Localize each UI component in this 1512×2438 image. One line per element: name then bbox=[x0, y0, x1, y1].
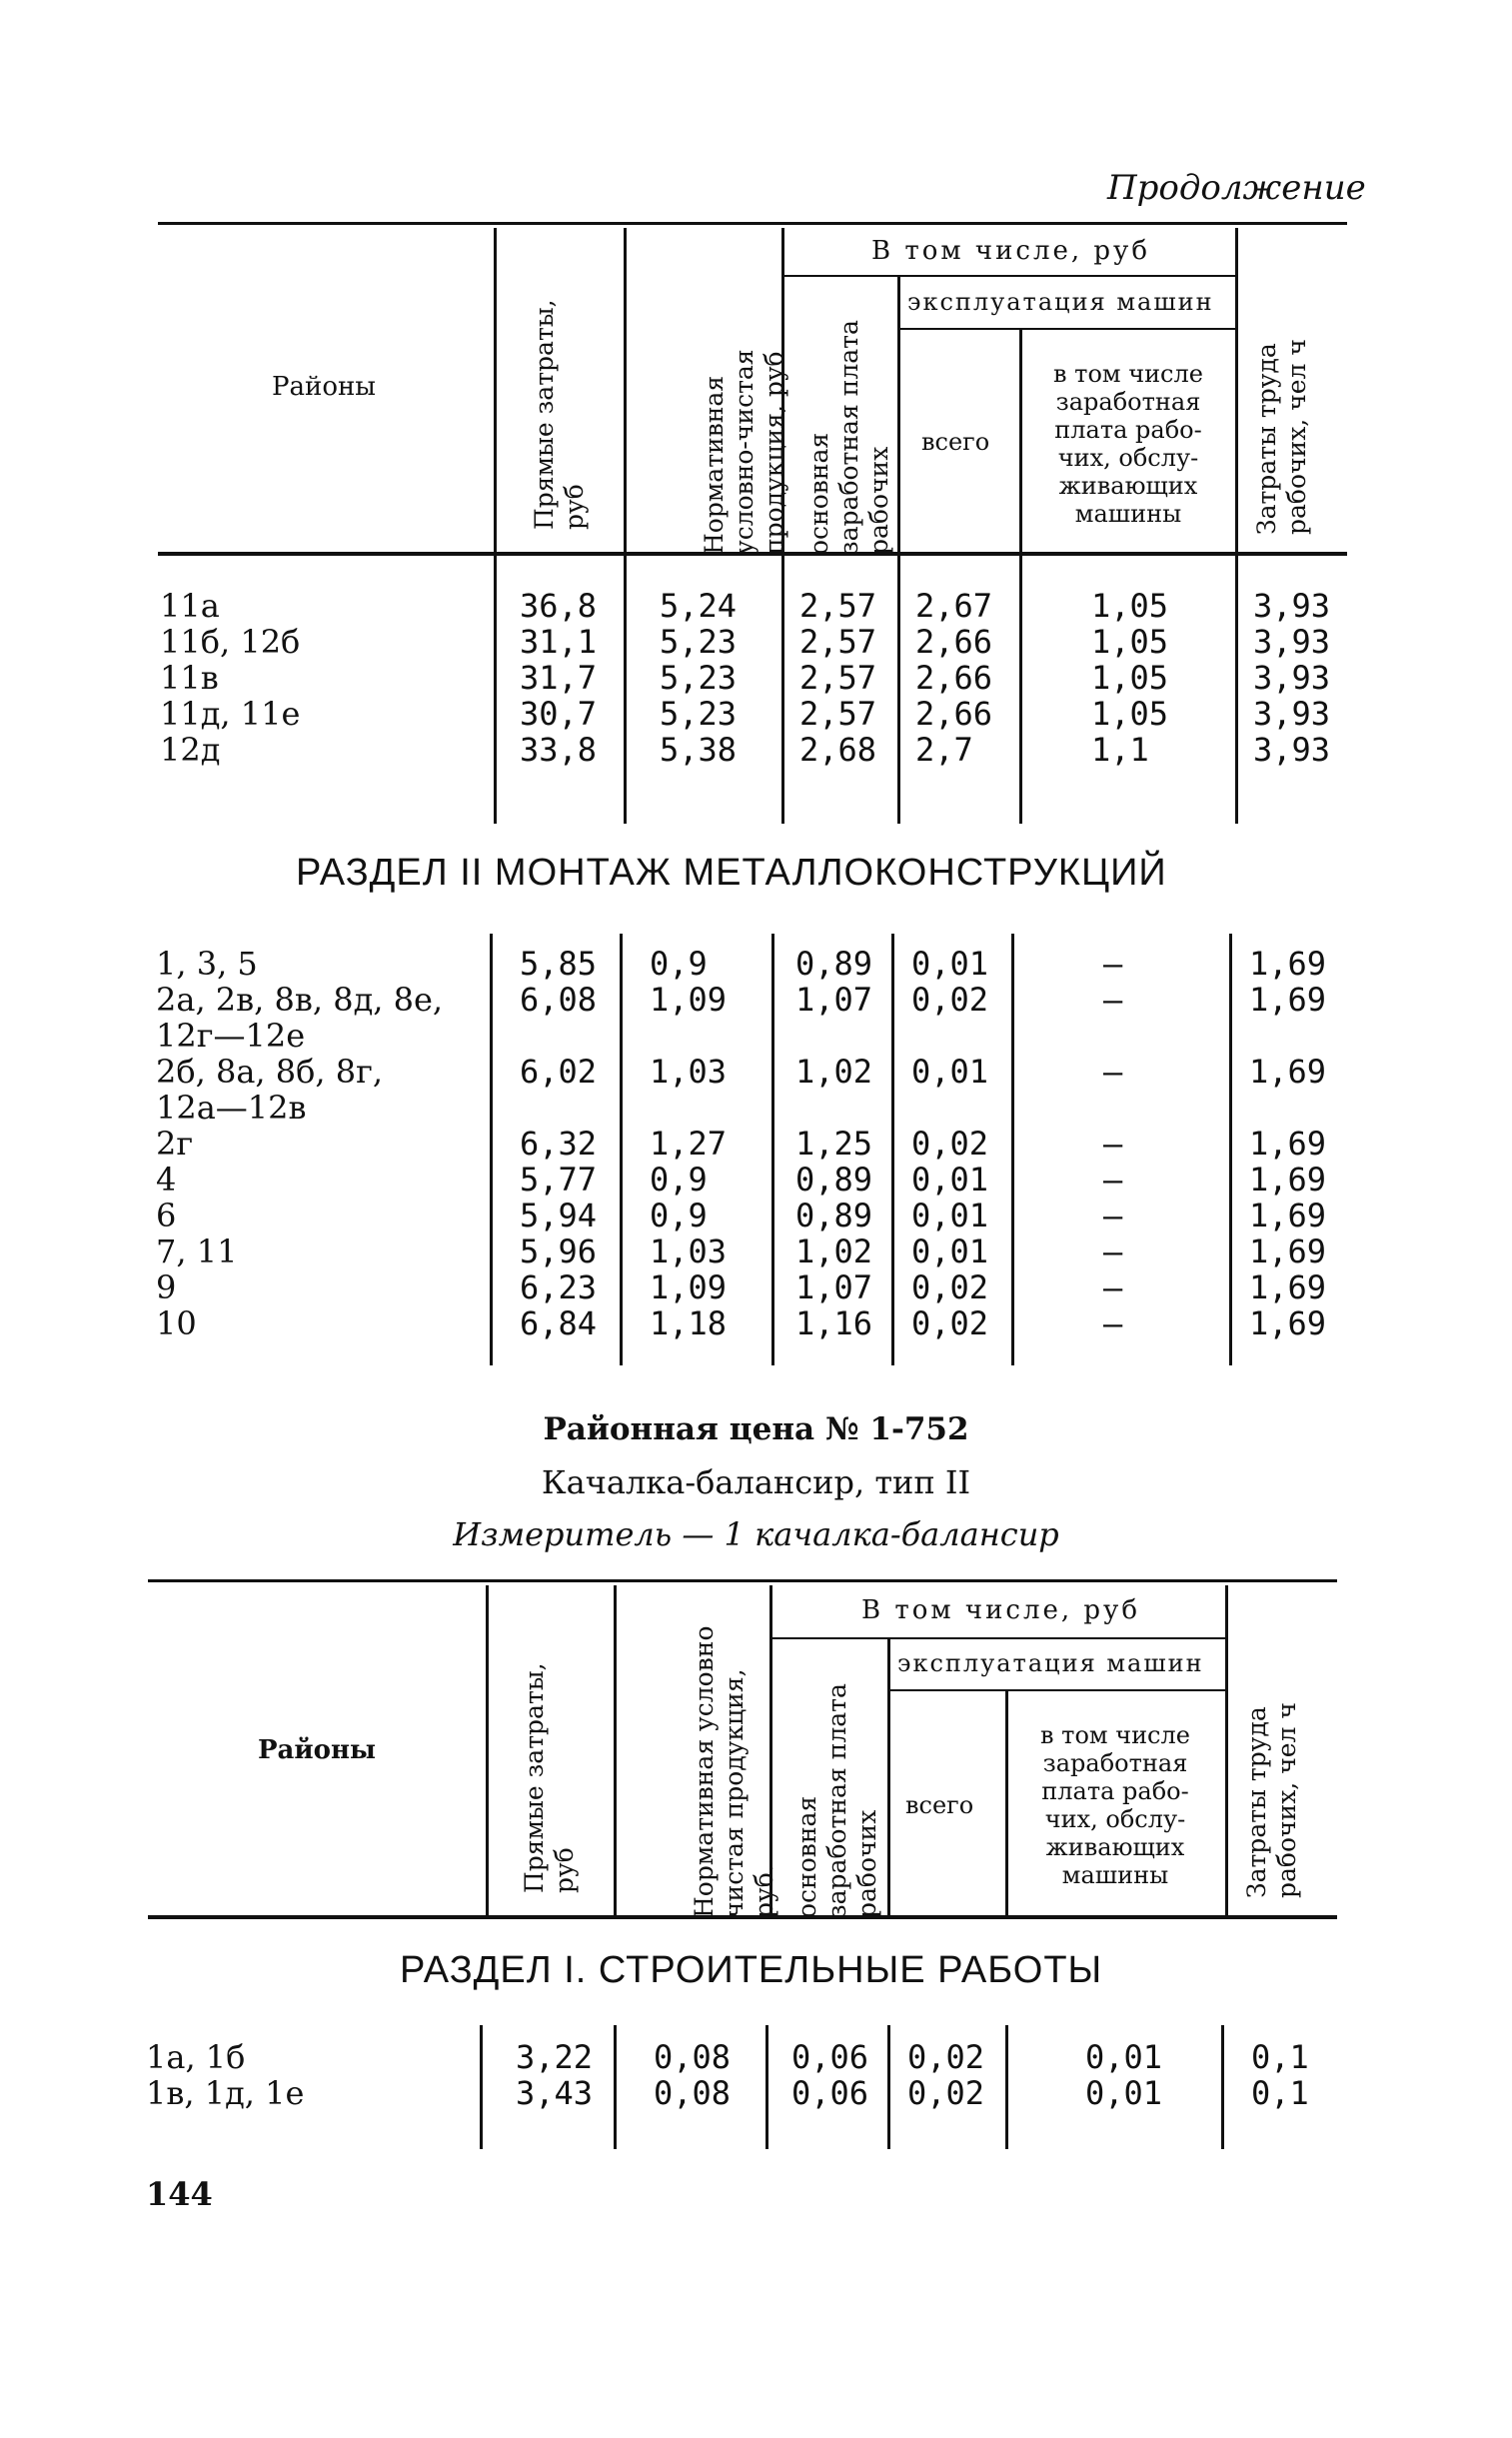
norm-cell: 0,9 bbox=[650, 1161, 708, 1199]
district-cell: 1а, 1б bbox=[146, 2038, 246, 2076]
wage-cell: 2,68 bbox=[799, 731, 877, 769]
direct-cell: 31,7 bbox=[520, 659, 598, 697]
wage-cell: 0,89 bbox=[795, 1197, 873, 1234]
total-cell: 0,02 bbox=[911, 981, 989, 1019]
header-machine-op: эксплуатация машин bbox=[907, 288, 1214, 316]
wage-cell: 0,89 bbox=[795, 945, 873, 983]
header-districts: Районы bbox=[258, 1735, 377, 1765]
wage-cell: 1,02 bbox=[795, 1053, 873, 1091]
norm-cell: 5,23 bbox=[660, 659, 738, 697]
header-base-wage: основная заработная плата рабочих bbox=[792, 1683, 881, 1918]
norm-cell: 1,18 bbox=[650, 1304, 728, 1342]
direct-cell: 33,8 bbox=[520, 731, 598, 769]
district-cell-cont: 12а—12в bbox=[156, 1089, 307, 1127]
labor-cell: 1,69 bbox=[1249, 1232, 1327, 1270]
incl-cell: 1,1 bbox=[1091, 731, 1149, 769]
incl-cell: 1,05 bbox=[1091, 695, 1169, 733]
labor-cell: 1,69 bbox=[1249, 981, 1327, 1019]
header-incl-rub: В том числе, руб bbox=[861, 1595, 1141, 1625]
incl-cell: — bbox=[1103, 945, 1123, 983]
labor-cell: 1,69 bbox=[1249, 1268, 1327, 1306]
district-cell: 1, 3, 5 bbox=[156, 945, 258, 983]
labor-cell: 1,69 bbox=[1249, 1053, 1327, 1091]
price-title: Районная цена № 1-752 bbox=[543, 1411, 969, 1447]
district-cell: 10 bbox=[156, 1304, 197, 1342]
norm-cell: 0,9 bbox=[650, 945, 708, 983]
header-direct-costs: Прямые затраты, руб bbox=[520, 1662, 579, 1893]
labor-cell: 1,69 bbox=[1249, 1161, 1327, 1199]
norm-cell: 1,27 bbox=[650, 1125, 728, 1163]
district-cell: 11д, 11е bbox=[160, 695, 301, 733]
district-cell: 1в, 1д, 1е bbox=[146, 2074, 305, 2112]
labor-cell: 1,69 bbox=[1249, 945, 1327, 983]
incl-cell: — bbox=[1103, 1053, 1123, 1091]
district-cell: 9 bbox=[156, 1268, 177, 1306]
norm-cell: 5,24 bbox=[660, 587, 738, 625]
wage-cell: 1,02 bbox=[795, 1232, 873, 1270]
district-cell: 2а, 2в, 8в, 8д, 8е, bbox=[156, 981, 444, 1019]
total-cell: 0,01 bbox=[911, 945, 989, 983]
total-cell: 0,01 bbox=[911, 1232, 989, 1270]
header-normative bbox=[660, 1618, 778, 1918]
incl-cell: — bbox=[1103, 1304, 1123, 1342]
total-cell: 0,01 bbox=[911, 1197, 989, 1234]
labor-cell: 1,69 bbox=[1249, 1125, 1327, 1163]
labor-cell: 3,93 bbox=[1253, 659, 1331, 697]
direct-cell: 6,23 bbox=[520, 1268, 598, 1306]
norm-cell: 0,08 bbox=[654, 2074, 732, 2112]
total-cell: 2,7 bbox=[915, 731, 973, 769]
header-labor: Затраты труда рабочих, чел ч bbox=[1252, 339, 1311, 535]
wage-cell: 1,16 bbox=[795, 1304, 873, 1342]
header-normative bbox=[670, 255, 788, 555]
direct-cell: 30,7 bbox=[520, 695, 598, 733]
district-cell: 2г bbox=[156, 1125, 194, 1163]
wage-cell: 1,07 bbox=[795, 981, 873, 1019]
wage-cell: 2,57 bbox=[799, 623, 877, 661]
direct-cell: 3,22 bbox=[516, 2038, 594, 2076]
header-direct-costs: Прямые затраты, руб bbox=[530, 299, 589, 530]
direct-cell: 5,94 bbox=[520, 1197, 598, 1234]
total-cell: 0,02 bbox=[911, 1304, 989, 1342]
section2-title: РАЗДЕЛ II МОНТАЖ МЕТАЛЛОКОНСТРУКЦИЙ bbox=[296, 852, 1167, 894]
incl-cell: — bbox=[1103, 1197, 1123, 1234]
district-cell: 7, 11 bbox=[156, 1232, 238, 1270]
wage-cell: 0,06 bbox=[791, 2038, 869, 2076]
direct-cell: 36,8 bbox=[520, 587, 598, 625]
header-normative-text: Нормативная условно-чистая продукция, руб bbox=[700, 349, 788, 555]
norm-cell: 0,08 bbox=[654, 2038, 732, 2076]
incl-cell: 1,05 bbox=[1091, 659, 1169, 697]
labor-cell: 3,93 bbox=[1253, 587, 1331, 625]
continuation-label: Продолжение bbox=[1107, 168, 1366, 208]
header-machine-op: эксплуатация машин bbox=[897, 1649, 1204, 1677]
district-cell-cont: 12г—12е bbox=[156, 1017, 306, 1055]
total-cell: 2,66 bbox=[915, 623, 993, 661]
norm-cell: 1,03 bbox=[650, 1232, 728, 1270]
incl-cell: 0,01 bbox=[1085, 2038, 1163, 2076]
total-cell: 0,02 bbox=[911, 1268, 989, 1306]
header-labor: Затраты труда рабочих, чел ч bbox=[1242, 1702, 1301, 1898]
header-incl-rub: В том числе, руб bbox=[871, 236, 1151, 266]
header-incl-wage: в том числе заработная плата рабо- чих, обслу- живающих машины bbox=[1053, 360, 1203, 528]
incl-cell: 0,01 bbox=[1085, 2074, 1163, 2112]
norm-cell: 1,09 bbox=[650, 1268, 728, 1306]
wage-cell: 2,57 bbox=[799, 695, 877, 733]
total-cell: 0,02 bbox=[907, 2038, 985, 2076]
direct-cell: 31,1 bbox=[520, 623, 598, 661]
header-incl-wage: в том числе заработная плата рабо- чих, обслу- живающих машины bbox=[1040, 1721, 1190, 1889]
district-cell: 11а bbox=[160, 587, 220, 625]
direct-cell: 3,43 bbox=[516, 2074, 594, 2112]
incl-cell: — bbox=[1103, 1125, 1123, 1163]
incl-cell: — bbox=[1103, 1268, 1123, 1306]
norm-cell: 5,23 bbox=[660, 623, 738, 661]
district-cell: 2б, 8а, 8б, 8г, bbox=[156, 1053, 384, 1091]
header-total: всего bbox=[905, 1791, 974, 1819]
norm-cell: 5,38 bbox=[660, 731, 738, 769]
labor-cell: 1,69 bbox=[1249, 1304, 1327, 1342]
direct-cell: 6,02 bbox=[520, 1053, 598, 1091]
norm-cell: 1,09 bbox=[650, 981, 728, 1019]
district-cell: 11б, 12б bbox=[160, 623, 301, 661]
labor-cell: 0,1 bbox=[1251, 2038, 1309, 2076]
total-cell: 0,02 bbox=[911, 1125, 989, 1163]
wage-cell: 0,89 bbox=[795, 1161, 873, 1199]
wage-cell: 2,57 bbox=[799, 587, 877, 625]
district-cell: 6 bbox=[156, 1197, 177, 1234]
direct-cell: 6,32 bbox=[520, 1125, 598, 1163]
incl-cell: — bbox=[1103, 1232, 1123, 1270]
total-cell: 0,01 bbox=[911, 1161, 989, 1199]
labor-cell: 0,1 bbox=[1251, 2074, 1309, 2112]
labor-cell: 3,93 bbox=[1253, 731, 1331, 769]
header-base-wage: основная заработная плата рабочих bbox=[804, 320, 893, 555]
total-cell: 2,66 bbox=[915, 695, 993, 733]
direct-cell: 5,85 bbox=[520, 945, 598, 983]
norm-cell: 5,23 bbox=[660, 695, 738, 733]
price-meter: Измеритель — 1 качалка-балансир bbox=[453, 1515, 1059, 1553]
section1-title: РАЗДЕЛ I. СТРОИТЕЛЬНЫЕ РАБОТЫ bbox=[400, 1949, 1103, 1991]
total-cell: 0,02 bbox=[907, 2074, 985, 2112]
wage-cell: 2,57 bbox=[799, 659, 877, 697]
incl-cell: 1,05 bbox=[1091, 587, 1169, 625]
district-cell: 11в bbox=[160, 659, 219, 697]
district-cell: 12д bbox=[160, 731, 221, 769]
direct-cell: 5,77 bbox=[520, 1161, 598, 1199]
direct-cell: 6,08 bbox=[520, 981, 598, 1019]
price-subtitle: Качалка-балансир, тип II bbox=[541, 1463, 971, 1501]
incl-cell: — bbox=[1103, 1161, 1123, 1199]
wage-cell: 0,06 bbox=[791, 2074, 869, 2112]
total-cell: 2,67 bbox=[915, 587, 993, 625]
labor-cell: 3,93 bbox=[1253, 623, 1331, 661]
page-number: 144 bbox=[146, 2175, 213, 2213]
incl-cell: 1,05 bbox=[1091, 623, 1169, 661]
header-normative-text: Нормативная условно чистая продукция, руб. bbox=[690, 1625, 778, 1918]
labor-cell: 1,69 bbox=[1249, 1197, 1327, 1234]
direct-cell: 6,84 bbox=[520, 1304, 598, 1342]
labor-cell: 3,93 bbox=[1253, 695, 1331, 733]
wage-cell: 1,25 bbox=[795, 1125, 873, 1163]
header-total: всего bbox=[921, 428, 990, 456]
norm-cell: 0,9 bbox=[650, 1197, 708, 1234]
norm-cell: 1,03 bbox=[650, 1053, 728, 1091]
total-cell: 2,66 bbox=[915, 659, 993, 697]
total-cell: 0,01 bbox=[911, 1053, 989, 1091]
incl-cell: — bbox=[1103, 981, 1123, 1019]
direct-cell: 5,96 bbox=[520, 1232, 598, 1270]
district-cell: 4 bbox=[156, 1161, 177, 1199]
header-districts: Районы bbox=[272, 372, 376, 402]
wage-cell: 1,07 bbox=[795, 1268, 873, 1306]
